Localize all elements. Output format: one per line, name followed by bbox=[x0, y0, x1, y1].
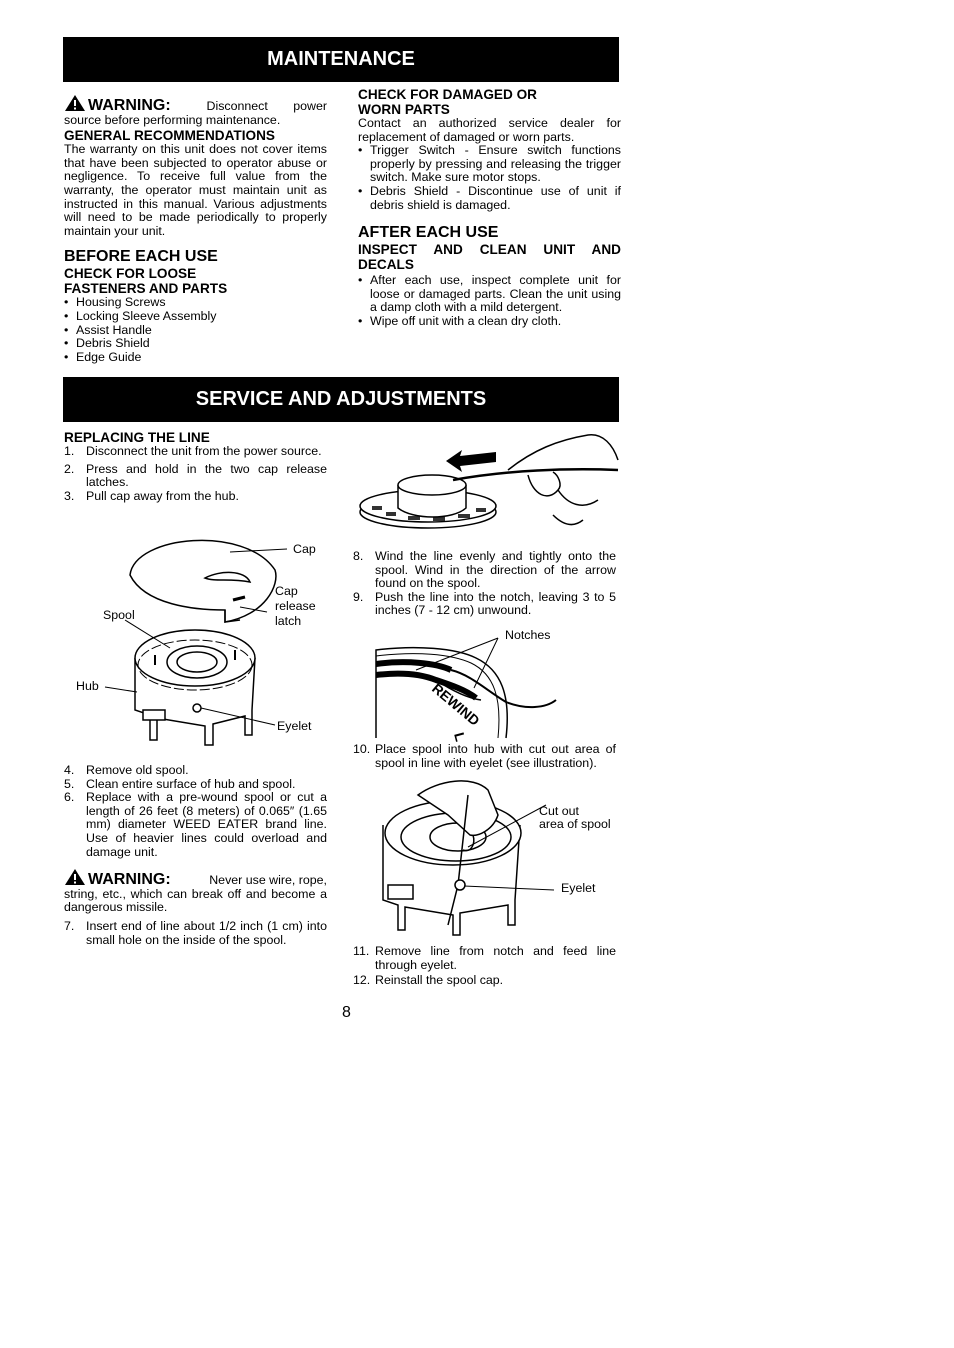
damaged-heading-1: CHECK FOR DAMAGED OR bbox=[358, 87, 537, 102]
warning-text-first: Never use wire, rope, bbox=[209, 873, 327, 888]
hub-label: Hub bbox=[76, 679, 99, 693]
check-loose-heading-2: FASTENERS AND PARTS bbox=[64, 281, 228, 297]
warning-text-rest: string, etc., which can break off and become a dangerous missile. bbox=[64, 886, 327, 915]
service-right-column-middle bbox=[353, 743, 616, 770]
list-item: • Debris Shield - Discontinue use of unit if debris shield is damaged. bbox=[358, 185, 621, 212]
maintenance-banner bbox=[63, 37, 619, 82]
steps-4-6 bbox=[64, 764, 327, 859]
cap-release-latch-label-2: release bbox=[275, 599, 316, 613]
check-loose-heading-1: CHECK FOR LOOSE bbox=[64, 266, 197, 282]
warning-label: WARNING: bbox=[88, 97, 171, 114]
list-item: • Debris Shield bbox=[64, 337, 327, 351]
list-item: 2. Press and hold in the two cap release latches. bbox=[64, 461, 327, 490]
service-banner bbox=[63, 377, 619, 422]
steps-10 bbox=[353, 743, 616, 770]
spool-in-hub-illustration bbox=[378, 775, 623, 935]
warning-triangle-icon bbox=[64, 868, 86, 886]
maintenance-title: MAINTENANCE bbox=[267, 48, 415, 70]
list-item: • Wipe off unit with a clean dry cloth. bbox=[358, 315, 621, 329]
maintenance-left-column bbox=[64, 94, 327, 364]
notches-label: Notches bbox=[505, 628, 551, 642]
cap-label: Cap bbox=[293, 542, 316, 556]
list-item: 11. Remove line from notch and feed line through eyelet. bbox=[353, 944, 616, 972]
damaged-list bbox=[358, 144, 621, 212]
damaged-heading-2: WORN PARTS bbox=[358, 102, 450, 117]
after-each-use-heading: AFTER EACH USE bbox=[358, 224, 499, 242]
rewind-arrow-icon: L bbox=[451, 730, 469, 744]
service-right-column-top bbox=[353, 550, 616, 618]
list-item: 12. Reinstall the spool cap. bbox=[353, 973, 504, 988]
eyelet-label: Eyelet bbox=[561, 881, 596, 895]
list-item: 6. Replace with a pre-wound spool or cut a length of 26 feet (8 meters) of 0.065″ (1.65 mm) diameter WEED EATER brand line. Use of heavier lines could overload and damage unit. bbox=[64, 790, 327, 859]
service-warning bbox=[64, 868, 327, 888]
list-item: • Locking Sleeve Assembly bbox=[64, 310, 327, 324]
before-each-use-heading: BEFORE EACH USE bbox=[64, 248, 218, 266]
steps-11-12 bbox=[353, 945, 616, 988]
list-item: 10. Place spool into hub with cut out area of spool in line with eyelet (see illustration). bbox=[353, 742, 616, 770]
list-item: 8. Wind the line evenly and tightly onto the spool. Wind in the direction of the arrow found on the spool. bbox=[353, 549, 616, 591]
steps-1-3 bbox=[64, 445, 327, 503]
general-recommendations-text: The warranty on this unit does not cover items that have been subjected to operator abuse or negligence. To receive full value from the warranty, the operator must maintain unit as instructed in this manual. Various adjustments will need to be made periodically to properly maintain your unit. bbox=[64, 142, 327, 238]
service-right-column-bottom bbox=[353, 945, 616, 988]
steps-7 bbox=[64, 920, 327, 947]
general-recommendations-heading: GENERAL RECOMMENDATIONS bbox=[64, 128, 275, 144]
page-number: 8 bbox=[342, 1004, 351, 1021]
list-item: 4. Remove old spool. bbox=[64, 763, 189, 777]
cut-out-label-2: area of spool bbox=[539, 817, 611, 831]
list-item: 7. Insert end of line about 1/2 inch (1 cm) into small hole on the inside of the spool. bbox=[64, 918, 327, 947]
warning-text-rest: source before performing maintenance. bbox=[64, 112, 281, 127]
list-item: 9. Push the line into the notch, leaving 3 to 5 inches (7 - 12 cm) unwound. bbox=[353, 589, 616, 618]
service-title: SERVICE AND ADJUSTMENTS bbox=[195, 388, 487, 410]
maintenance-right-column bbox=[358, 87, 621, 329]
steps-8-9 bbox=[353, 550, 616, 618]
cap-release-latch-label-1: Cap bbox=[275, 584, 298, 598]
list-item: 1. Disconnect the unit from the power source. bbox=[64, 444, 322, 458]
cut-out-label-1: Cut out bbox=[539, 804, 579, 818]
list-item: 5. Clean entire surface of hub and spool. bbox=[64, 776, 296, 791]
warning-triangle-icon bbox=[64, 94, 86, 112]
spool-label: Spool bbox=[103, 608, 135, 622]
maintenance-warning bbox=[64, 94, 327, 114]
list-item: • Housing Screws bbox=[64, 296, 327, 310]
list-item: • Assist Handle bbox=[64, 324, 327, 338]
spool-notches-illustration bbox=[376, 630, 576, 742]
check-loose-list bbox=[64, 296, 327, 364]
list-item: • Edge Guide bbox=[64, 351, 327, 365]
service-left-column-top bbox=[64, 430, 327, 503]
inspect-clean-heading: INSPECT AND CLEAN UNIT AND DECALS bbox=[358, 242, 621, 273]
cap-release-latch-label-3: latch bbox=[275, 614, 302, 628]
service-left-column-bottom bbox=[64, 764, 327, 947]
list-item: • After each use, inspect complete unit for loose or damaged parts. Clean the unit using a damp cloth with a mild detergent. bbox=[358, 274, 621, 315]
list-item: 3. Pull cap away from the hub. bbox=[64, 488, 239, 503]
warning-label: WARNING: bbox=[88, 871, 171, 889]
winding-line-illustration bbox=[358, 430, 623, 542]
list-item: • Trigger Switch - Ensure switch functions properly by pressing and releasing the trigger switch. Make sure motor stops. bbox=[358, 144, 621, 185]
replacing-line-heading: REPLACING THE LINE bbox=[64, 430, 210, 445]
eyelet-label: Eyelet bbox=[277, 719, 312, 733]
damaged-text: Contact an authorized service dealer for replacement of damaged or worn parts. bbox=[358, 116, 621, 144]
rewind-label: REWIND bbox=[429, 680, 483, 729]
after-use-list bbox=[358, 274, 621, 328]
warning-text-first: Disconnect power bbox=[206, 99, 327, 113]
